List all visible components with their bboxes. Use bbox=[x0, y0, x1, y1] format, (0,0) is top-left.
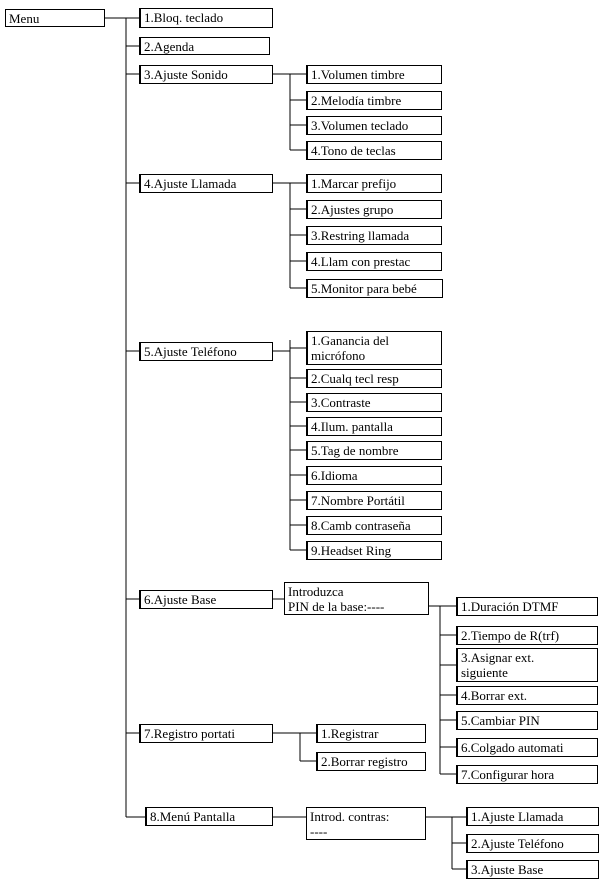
telefono-item-6: 6.Idioma bbox=[306, 466, 442, 485]
menu-root: Menu bbox=[5, 9, 105, 27]
sonido-item-1: 1.Volumen timbre bbox=[306, 65, 442, 84]
base-item-3: 3.Asignar ext. siguiente bbox=[456, 648, 598, 682]
telefono-item-5: 5.Tag de nombre bbox=[306, 441, 442, 460]
base-pin-prompt: Introduzca PIN de la base:---- bbox=[284, 582, 429, 615]
menu-item-5: 5.Ajuste Teléfono bbox=[139, 342, 273, 361]
base-item-2: 2.Tiempo de R(trf) bbox=[456, 626, 598, 645]
llamada-item-5: 5.Monitor para bebé bbox=[306, 279, 443, 298]
telefono-item-9: 9.Headset Ring bbox=[306, 541, 442, 560]
menu-item-4: 4.Ajuste Llamada bbox=[139, 174, 273, 193]
llamada-item-2: 2.Ajustes grupo bbox=[306, 200, 442, 219]
llamada-item-1: 1.Marcar prefijo bbox=[306, 174, 442, 193]
pantalla-item-3: 3.Ajuste Base bbox=[466, 860, 599, 879]
base-item-1: 1.Duración DTMF bbox=[456, 597, 598, 616]
telefono-item-4: 4.Ilum. pantalla bbox=[306, 417, 442, 436]
llamada-item-4: 4.Llam con prestac bbox=[306, 252, 442, 271]
menu-item-1: 1.Bloq. teclado bbox=[139, 8, 273, 28]
sonido-item-4: 4.Tono de teclas bbox=[306, 141, 442, 160]
menu-item-6: 6.Ajuste Base bbox=[139, 590, 273, 609]
telefono-item-2: 2.Cualq tecl resp bbox=[306, 369, 442, 388]
base-item-5: 5.Cambiar PIN bbox=[456, 711, 598, 730]
base-item-6: 6.Colgado automati bbox=[456, 738, 598, 757]
menu-item-2: 2.Agenda bbox=[139, 37, 270, 55]
menu-item-8: 8.Menú Pantalla bbox=[145, 807, 273, 826]
pantalla-item-2: 2.Ajuste Teléfono bbox=[466, 834, 599, 853]
telefono-item-1: 1.Ganancia del micrófono bbox=[306, 331, 442, 365]
llamada-item-3: 3.Restring llamada bbox=[306, 226, 442, 245]
pantalla-password-prompt: Introd. contras: ---- bbox=[306, 807, 426, 840]
base-item-4: 4.Borrar ext. bbox=[456, 686, 598, 705]
menu-item-3: 3.Ajuste Sonido bbox=[139, 65, 273, 84]
registro-item-1: 1.Registrar bbox=[316, 724, 426, 743]
telefono-item-7: 7.Nombre Portátil bbox=[306, 491, 442, 510]
telefono-item-3: 3.Contraste bbox=[306, 393, 442, 412]
pantalla-item-1: 1.Ajuste Llamada bbox=[466, 807, 599, 826]
sonido-item-2: 2.Melodía timbre bbox=[306, 91, 442, 110]
base-item-7: 7.Configurar hora bbox=[456, 765, 598, 784]
sonido-item-3: 3.Volumen teclado bbox=[306, 116, 442, 135]
telefono-item-8: 8.Camb contraseña bbox=[306, 516, 442, 535]
registro-item-2: 2.Borrar registro bbox=[316, 752, 426, 771]
menu-item-7: 7.Registro portati bbox=[139, 724, 273, 743]
